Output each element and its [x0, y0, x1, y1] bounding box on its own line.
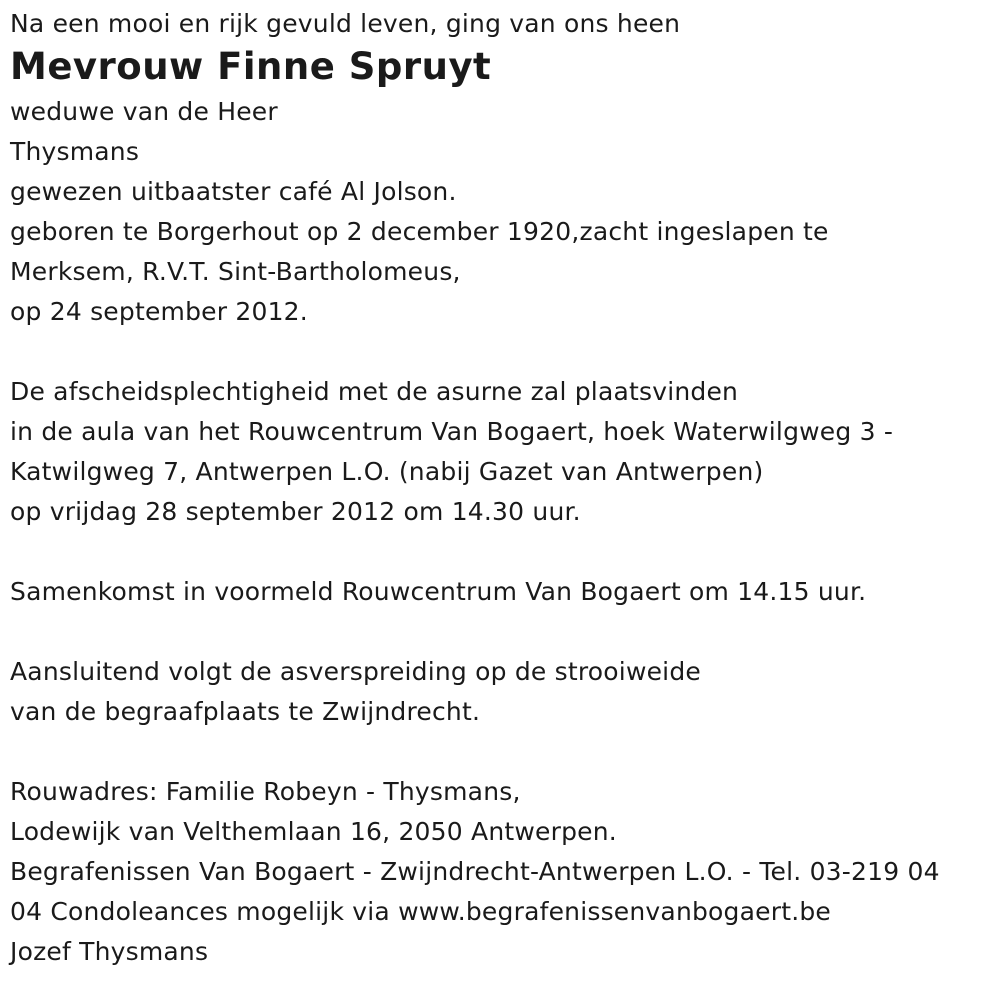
- paragraph-gap: [10, 732, 995, 772]
- scattering-line: Aansluitend volgt de asverspreiding op de strooiweide: [10, 657, 701, 686]
- paragraph-gap: [10, 532, 995, 572]
- contact-line: Rouwadres: Familie Robeyn - Thysmans,: [10, 777, 521, 806]
- details-line: weduwe van de Heer: [10, 97, 278, 126]
- paragraph-gap: [10, 332, 995, 372]
- contact-block: [10, 772, 995, 972]
- details-line: op 24 september 2012.: [10, 297, 308, 326]
- details-line: Thysmans: [10, 137, 140, 166]
- deceased-name: Mevrouw Finne Spruyt: [10, 45, 492, 88]
- ceremony-block: [10, 372, 995, 532]
- scattering-block: [10, 652, 995, 732]
- details-block: [10, 92, 995, 332]
- contact-line: Lodewijk van Velthemlaan 16, 2050 Antwerpen.: [10, 817, 617, 846]
- gathering-block: [10, 572, 995, 612]
- ceremony-line: in de aula van het Rouwcentrum Van Bogaert, hoek Waterwilgweg 3 -: [10, 417, 894, 446]
- ceremony-line: Katwilgweg 7, Antwerpen L.O. (nabij Gazet van Antwerpen): [10, 457, 764, 486]
- details-line: geboren te Borgerhout op 2 december 1920,zacht ingeslapen te: [10, 217, 829, 246]
- details-line: Merksem, R.V.T. Sint-Bartholomeus,: [10, 257, 461, 286]
- gathering-line: Samenkomst in voormeld Rouwcentrum Van Bogaert om 14.15 uur.: [10, 577, 867, 606]
- intro-text: Na een mooi en rijk gevuld leven, ging van ons heen: [10, 9, 681, 38]
- ceremony-line: op vrijdag 28 september 2012 om 14.30 uur.: [10, 497, 581, 526]
- contact-line: Jozef Thysmans: [10, 937, 209, 966]
- scattering-line: van de begraafplaats te Zwijndrecht.: [10, 697, 481, 726]
- contact-line: 04 Condoleances mogelijk via www.begrafenissenvanbogaert.be: [10, 897, 832, 926]
- ceremony-line: De afscheidsplechtigheid met de asurne zal plaatsvinden: [10, 377, 739, 406]
- paragraph-gap: [10, 612, 995, 652]
- death-notice: [10, 6, 995, 972]
- contact-line: Begrafenissen Van Bogaert - Zwijndrecht-Antwerpen L.O. - Tel. 03-219 04: [10, 857, 940, 886]
- details-line: gewezen uitbaatster café Al Jolson.: [10, 177, 457, 206]
